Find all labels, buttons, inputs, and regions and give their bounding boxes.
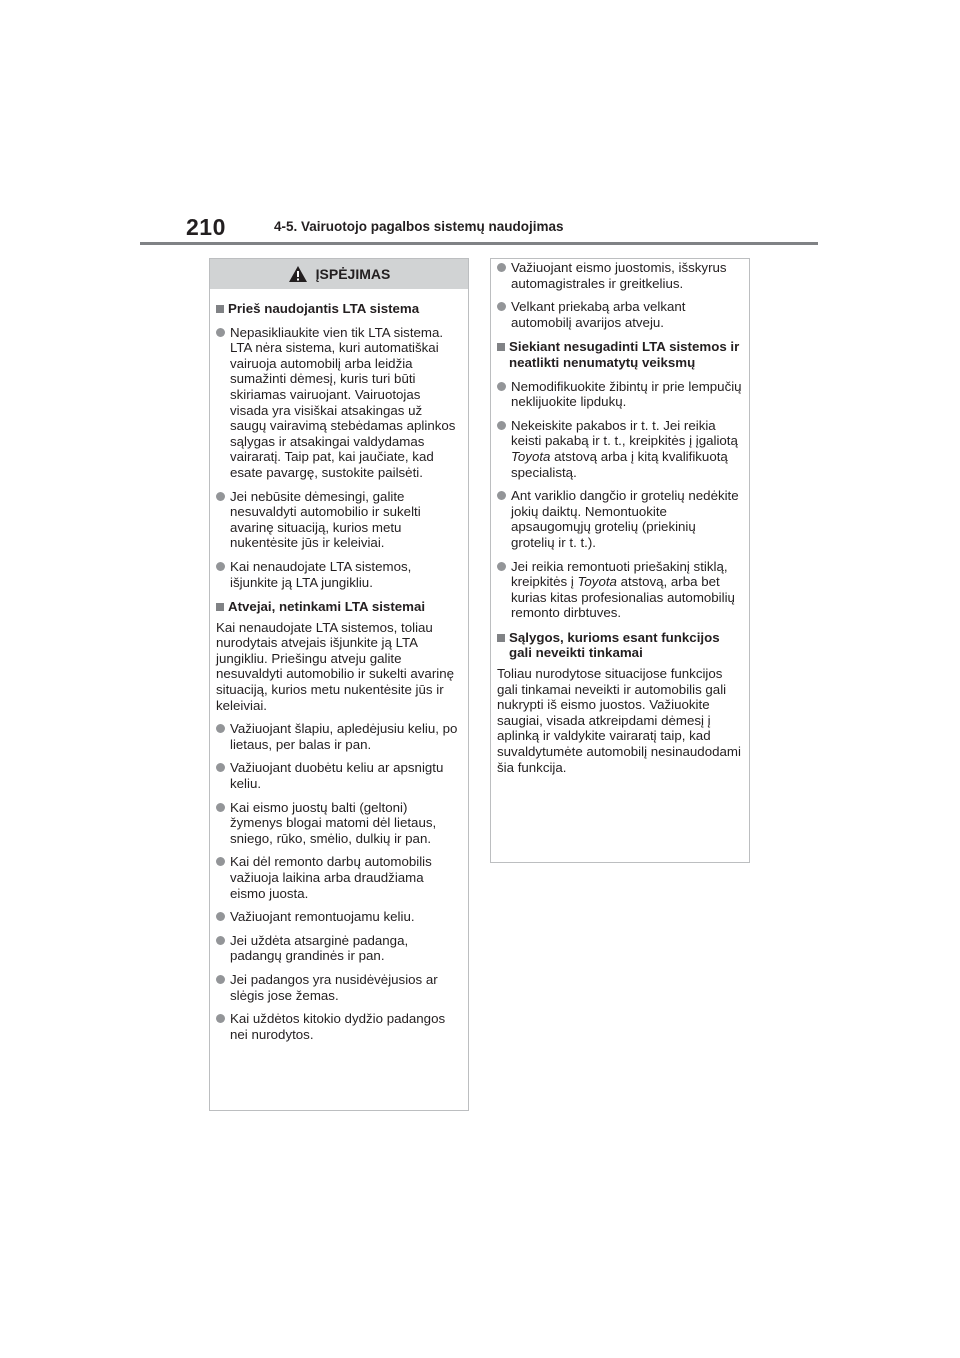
warning-content-right bbox=[491, 259, 749, 775]
warning-box-left bbox=[209, 258, 469, 1111]
bullet-item: Nemodifikuokite žibintų ir prie lempučių neklijuokite lipdukų. bbox=[497, 379, 743, 410]
bullet-item: Kai nenaudojate LTA sistemos, išjunkite ją LTA jungikliu. bbox=[216, 559, 462, 590]
section-heading: Sąlygos, kurioms esant funkcijos gali neveikti tinkamai bbox=[497, 630, 743, 661]
bullet-item: Kai dėl remonto darbų automobilis važiuoja laikina arba draudžiama eismo juosta. bbox=[216, 854, 462, 901]
bullet-item: Kai eismo juostų balti (geltoni) žymenys blogai matomi dėl lietaus, sniego, rūko, smėlio, dulkių ir pan. bbox=[216, 800, 462, 847]
warning-box-right bbox=[490, 258, 750, 863]
paragraph: Kai nenaudojate LTA sistemos, toliau nurodytais atvejais išjunkite ją LTA jungikliu. Priešingu atveju galite nesuvaldyti automobilio ir sukelti avarinę situaciją, kurios metu nukentėsite jūs ir keleiviai. bbox=[216, 619, 454, 713]
bullet-item: Ant variklio dangčio ir grotelių nedėkite jokių daiktų. Nemontuokite apsaugomųjų grotelių (priekinių grotelių ir t. t.). bbox=[497, 488, 743, 550]
brand-name: Toyota bbox=[577, 574, 617, 590]
section-heading: Prieš naudojantis LTA sistema bbox=[216, 301, 462, 317]
brand-name: Toyota bbox=[511, 448, 551, 464]
bullet-item: Važiuojant duobėtu keliu ar apsnigtu keliu. bbox=[216, 760, 462, 791]
section-heading: Atvejai, netinkami LTA sistemai bbox=[216, 599, 462, 615]
bullet-text: atstovą, arba bet kurias kitas profesionalias automobilių remonto dirbtuves. bbox=[511, 574, 735, 621]
paragraph: Toliau nurodytose situacijose funkcijos gali tinkamai neveikti ir automobilis gali nukrypti iš eismo juostos. Važiuokite saugiai, visada atkreipdami dėmesį į aplinką ir valdykite vairaratį taip, kad suvaldytumėte automobilį nesinaudodami šia funkcija. bbox=[497, 666, 741, 775]
bullet-item: Važiuojant remontuojamu keliu. bbox=[216, 909, 462, 925]
bullet-item: Važiuojant šlapiu, apledėjusiu keliu, po lietaus, per balas ir pan. bbox=[216, 721, 462, 752]
warning-content-left bbox=[210, 289, 468, 1042]
header-rule bbox=[140, 242, 818, 245]
page-number: 210 bbox=[186, 214, 226, 240]
bullet-item bbox=[497, 418, 743, 480]
bullet-item: Jei uždėta atsarginė padanga, padangų grandinės ir pan. bbox=[216, 933, 462, 964]
bullet-item: Važiuojant eismo juostomis, išskyrus automagistrales ir greitkelius. bbox=[497, 260, 743, 291]
bullet-item: Jei padangos yra nusidėvėjusios ar slėgis jose žemas. bbox=[216, 972, 462, 1003]
section-title: 4-5. Vairuotojo pagalbos sistemų naudojimas bbox=[274, 219, 564, 234]
bullet-item: Kai uždėtos kitokio dydžio padangos nei nurodytos. bbox=[216, 1011, 462, 1042]
bullet-item: Nepasikliaukite vien tik LTA sistema. LTA nėra sistema, kuri automatiškai vairuoja automobilį arba leidžia sumažinti dėmesį, kuris turi būti skiriamas vairuojant. Vairuotojas visada yra visiškai atsakingas už saugų vairavimą stebėdamas aplinkos sąlygas ir atsakingai valdydamas vairaratį. Taip pat, kai jaučiate, kad esate pavargę, sustokite pailsėti. bbox=[216, 325, 462, 481]
page-header bbox=[140, 214, 818, 248]
bullet-item bbox=[497, 559, 743, 621]
bullet-item: Jei nebūsite dėmesingi, galite nesuvaldyti automobilio ir sukelti avarinę situaciją, kurios metu nukentėsite jūs ir keleiviai. bbox=[216, 489, 462, 551]
bullet-item: Velkant priekabą arba velkant automobilį avarijos atveju. bbox=[497, 299, 743, 330]
warning-header bbox=[210, 259, 468, 289]
section-heading: Siekiant nesugadinti LTA sistemos ir neatlikti nenumatytų veiksmų bbox=[497, 339, 743, 370]
warning-title: ĮSPĖJIMAS bbox=[315, 266, 391, 282]
bullet-text: Nekeiskite pakabos ir t. t. Jei reikia keisti pakabą ir t. t., kreipkitės į įgaliotą bbox=[511, 417, 738, 449]
warning-triangle-icon bbox=[288, 265, 308, 283]
bullet-text: Jei reikia remontuoti priešakinį stiklą, kreipkitės į bbox=[511, 558, 728, 590]
bullet-text: atstovą arba į kitą kvalifikuotą specialistą. bbox=[511, 448, 728, 480]
